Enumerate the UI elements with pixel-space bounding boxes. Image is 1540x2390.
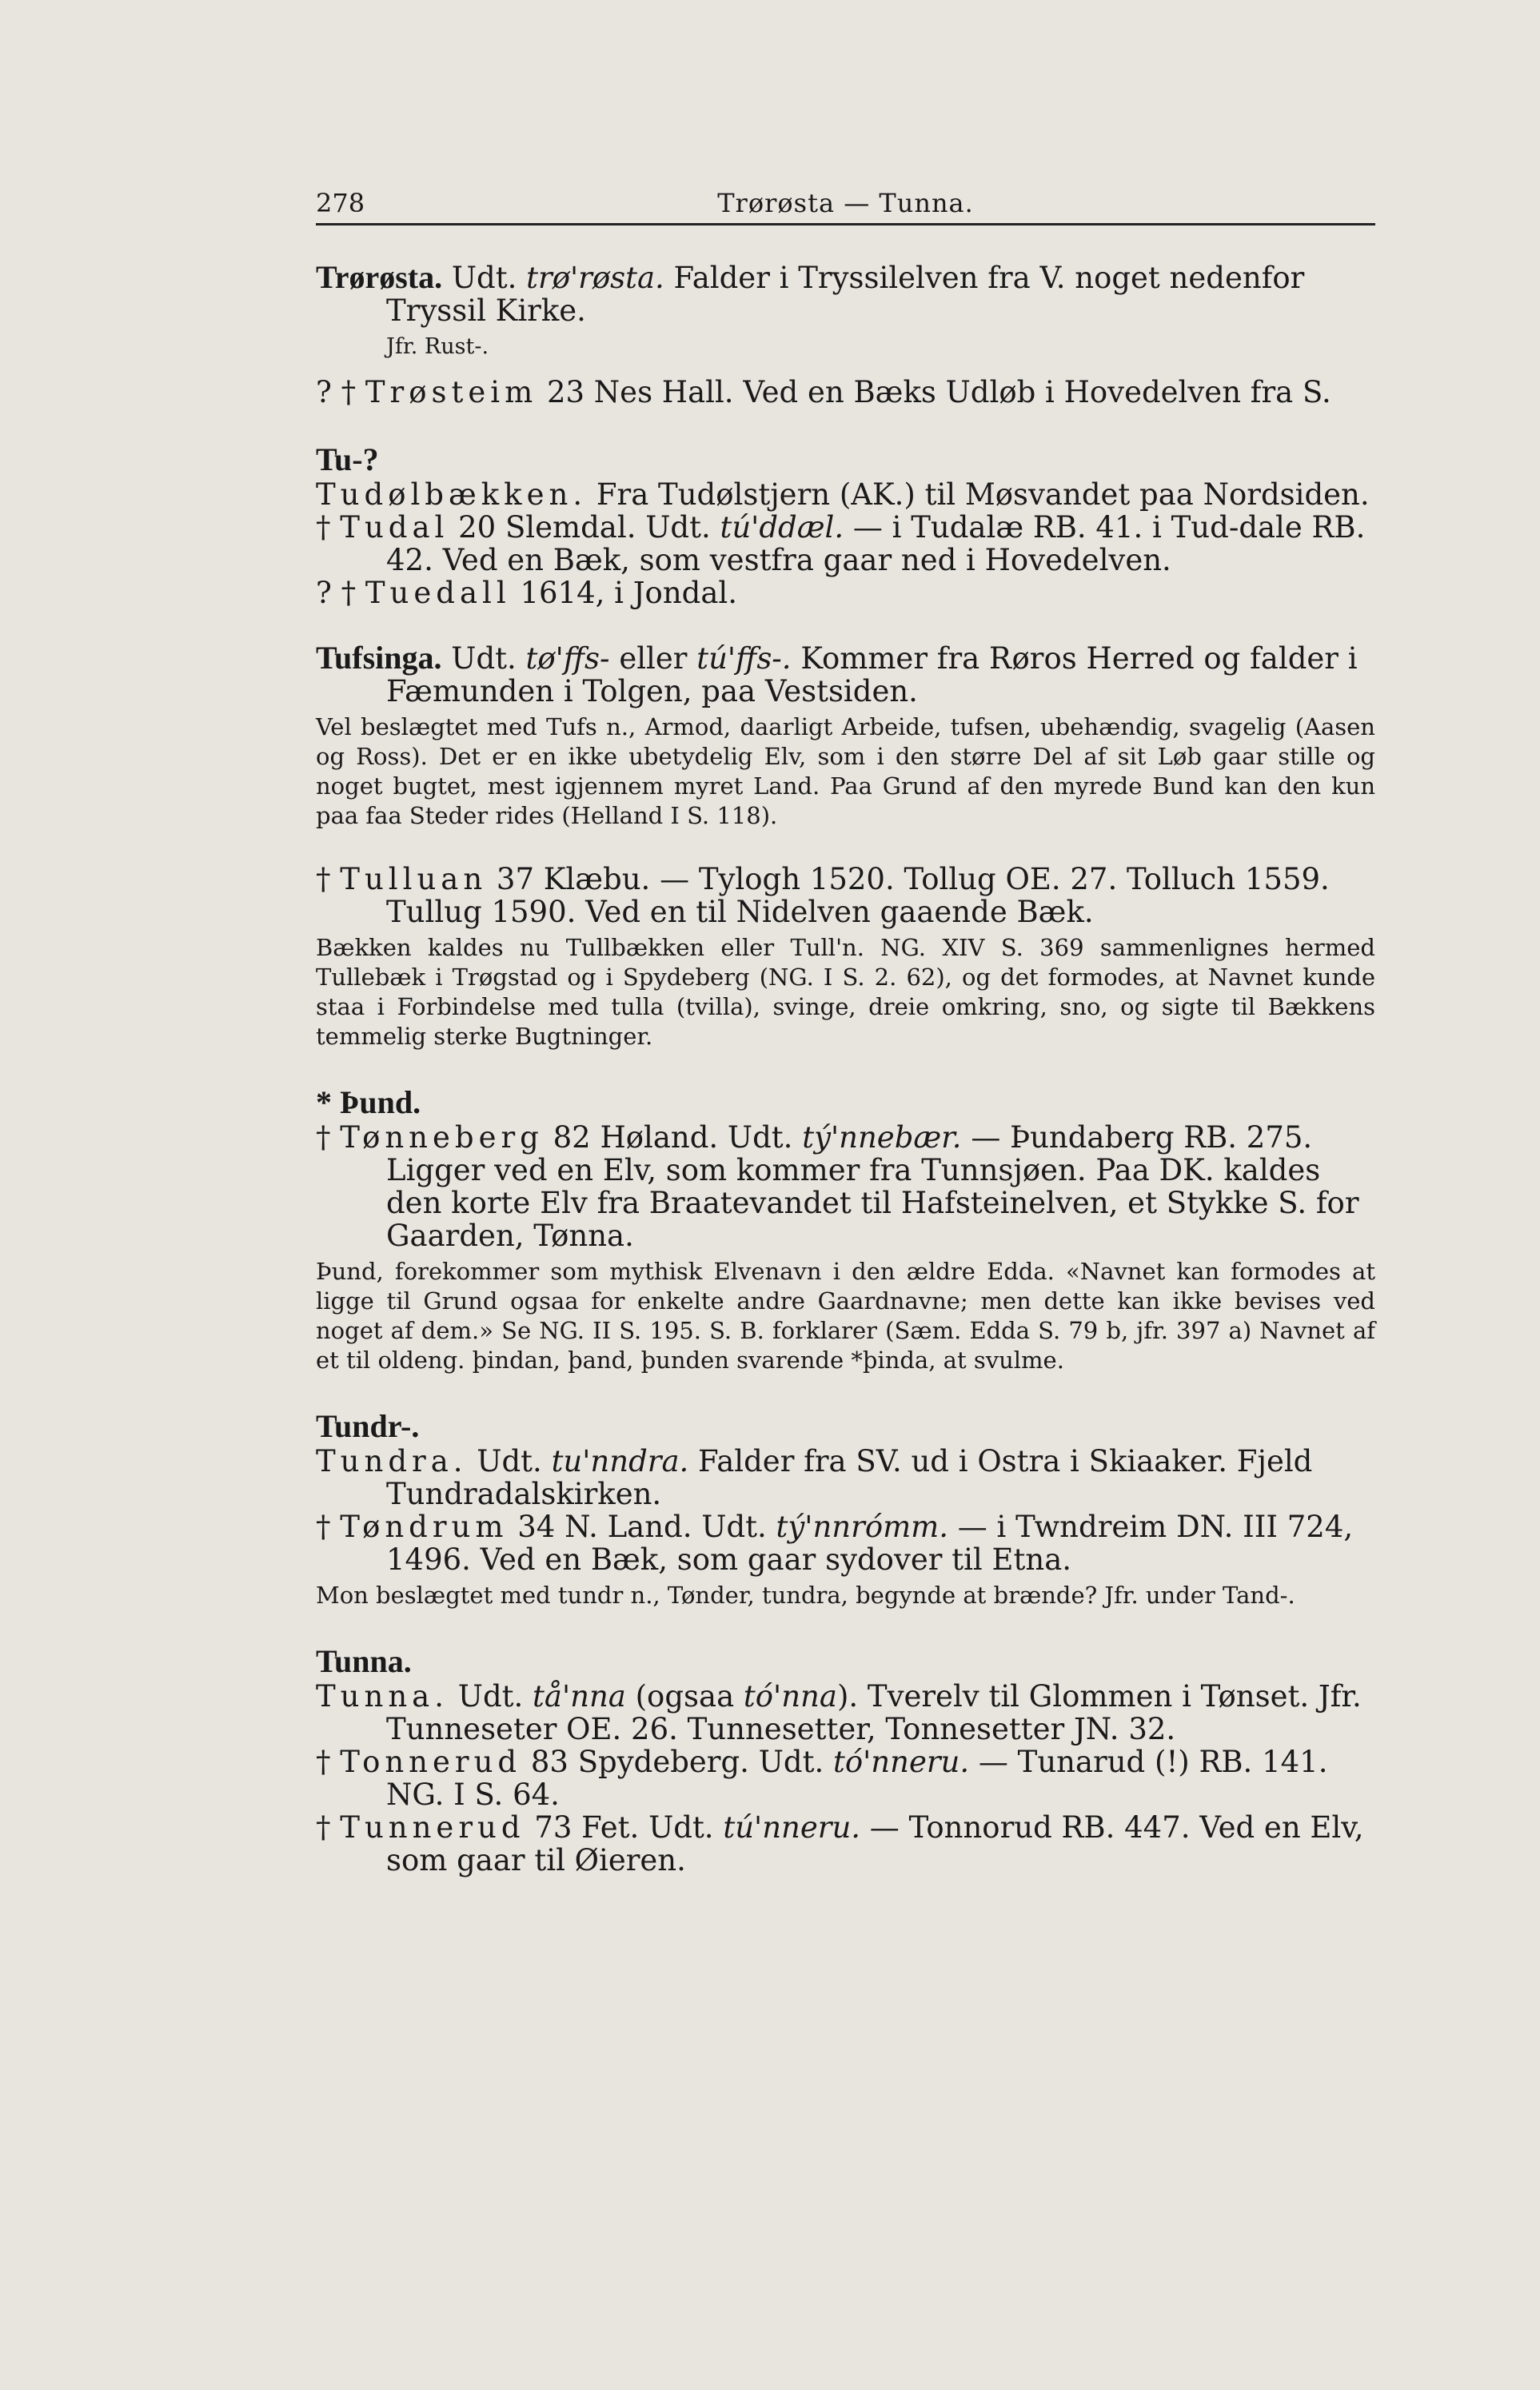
entry-name: Tonnerud: [340, 1745, 522, 1779]
pronunciation: tó'nneru.: [832, 1745, 970, 1779]
entry-head: Trørøsta.: [316, 259, 443, 295]
pronunciation: tå'nna: [533, 1679, 626, 1714]
entry-trorosta: Trørøsta. Udt. trø'røsta. Falder i Tryssilelven fra V. noget nedenfor Tryssil Kirke.: [316, 259, 1305, 328]
entry-head: Tufsinga.: [316, 640, 442, 676]
pronunciation: tó'nna: [743, 1679, 837, 1714]
section-thund: [316, 1083, 1375, 1375]
pronunciation: trø'røsta.: [526, 261, 664, 295]
section-tundr: [316, 1407, 1375, 1610]
running-title: Trørøsta — Tunna.: [717, 188, 974, 218]
section-tufsinga: [316, 641, 1375, 831]
entry-tundra: Tundra. Udt. tu'nndra. Falder fra SV. ud i Ostra i Skiaaker. Fjeld Tundradalskirken.: [316, 1444, 1313, 1511]
section-tunna: [316, 1642, 1375, 1877]
pronunciation: tý'nnebær.: [802, 1120, 962, 1155]
page-number: 278: [316, 188, 365, 218]
entry-tuedall: ? † Tuedall 1614, i Jondal.: [316, 576, 738, 610]
section-heading: Tunna.: [316, 1643, 412, 1679]
pronunciation: tø'ffs-: [525, 641, 610, 676]
entry-tudal: † Tudal 20 Slemdal. Udt. tú'ddæl. — i Tudalæ RB. 41. i Tud-dale RB. 42. Ved en Bæk, som vestfra gaar ned i Hovedelven.: [316, 510, 1366, 577]
entry-name: Tunnerud: [340, 1810, 525, 1845]
entry-name: Tønneberg: [340, 1120, 544, 1155]
entry-tondrum: † Tøndrum 34 N. Land. Udt. tý'nnrómm. — i Twndreim DN. III 724, 1496. Ved en Bæk, som gaar sydover til Etna.: [316, 1510, 1354, 1577]
note-text: Vel beslægtet med Tufs n., Armod, daarligt Arbeide, tufsen, ubehændig, svagelig (Aasen og Ross). Det er en ikke ubetydelig Elv, som i den større Del af sit Løb gaar stille og noget bugtet, mest igjennem myret Land. Paa Grund af den myrede Bund kan den kun paa faa Steder rides (Helland I S. 118).: [316, 713, 1375, 829]
cross-reference: Jfr. Rust-.: [386, 334, 489, 359]
entry-tunnerud: † Tunnerud 73 Fet. Udt. tú'nneru. — Tonnorud RB. 447. Ved en Elv, som gaar til Øieren.: [316, 1810, 1364, 1877]
entry-name: Tøndrum: [340, 1510, 509, 1544]
note-text: Mon beslægtet med tundr n., Tønder, tundra, begynde at brænde? Jfr. under Tand-.: [316, 1582, 1295, 1609]
entry-tufsinga: Tufsinga. Udt. tø'ffs- eller tú'ffs-. Kommer fra Røros Herred og falder i Fæmunden i Tolgen, paa Vestsiden.: [316, 640, 1358, 708]
entry-name: Tunna.: [316, 1679, 449, 1714]
entry-name: Trøsteim: [365, 375, 538, 409]
section-heading: Tu-?: [316, 441, 379, 477]
pronunciation: tu'nndra.: [551, 1444, 689, 1478]
entry-tunna: Tunna. Udt. tå'nna (ogsaa tó'nna). Tverelv til Glommen i Tønset. Jfr. Tunneseter OE. 26. Tunnesetter, Tonnesetter JN. 32.: [316, 1679, 1362, 1746]
pronunciation: tú'ffs-.: [696, 641, 792, 676]
pronunciation: tý'nnrómm.: [776, 1510, 949, 1544]
entry-tonneberg: † Tønneberg 82 Høland. Udt. tý'nnebær. — Þundaberg RB. 275. Ligger ved en Elv, som kommer fra Tunnsjøen. Paa DK. kaldes den korte Elv fra Braatevandet til Hafsteinelven, et Stykke S. for Gaarden, Tønna.: [316, 1120, 1359, 1253]
note-text: Bækken kaldes nu Tullbækken eller Tull'n. NG. XIV S. 369 sammenlignes hermed Tullebæk i Trøgstad og i Spydeberg (NG. I S. 2. 62), og det formodes, at Navnet kunde staa i Forbindelse med tulla (tvilla), svinge, dreie omkring, sno, og sigte til Bækkens temmelig sterke Bugtninger.: [316, 934, 1375, 1050]
section-trorosta: [316, 261, 1375, 409]
section-heading: Tundr-.: [316, 1408, 420, 1444]
pronunciation: tú'nneru.: [723, 1810, 861, 1845]
entry-name: Tulluan: [340, 862, 488, 896]
entry-name: Tudal: [340, 510, 449, 545]
section-tu: [316, 441, 1375, 609]
entry-tulluan: † Tulluan 37 Klæbu. — Tylogh 1520. Tollug OE. 27. Tolluch 1559. Tullug 1590. Ved en til Nidelven gaaende Bæk.: [316, 862, 1330, 929]
pronunciation: tú'ddæl.: [720, 510, 844, 545]
entry-tudolbaekken: Tudølbækken. Fra Tudølstjern (AK.) til Møsvandet paa Nordsiden.: [316, 477, 1370, 512]
entry-tonnerud: † Tonnerud 83 Spydeberg. Udt. tó'nneru. — Tunarud (!) RB. 141. NG. I S. 64.: [316, 1745, 1328, 1812]
entry-name: Tuedall: [365, 576, 511, 610]
entry-name: Tundra.: [316, 1444, 468, 1478]
note-text: Þund, forekommer som mythisk Elvenavn i den ældre Edda. «Navnet kan formodes at ligge til Grund ogsaa for enkelte andre Gaardnavne; men dette kan ikke bevises ved noget af dem.» Se NG. II S. 195. S. B. forklarer (Sæm. Edda S. 79 b, jfr. 397 a) Navnet af et til oldeng. þindan, þand, þunden svarende *þinda, at svulme.: [316, 1258, 1375, 1374]
page-content: [316, 180, 1375, 1877]
running-header: [316, 180, 1375, 225]
entry-name: Tudølbækken.: [316, 477, 588, 512]
section-tulluan: [316, 863, 1375, 1051]
section-heading: * Þund.: [316, 1084, 421, 1120]
entry-trosteim: ? † Trøsteim 23 Nes Hall. Ved en Bæks Udløb i Hovedelven fra S.: [316, 375, 1331, 409]
